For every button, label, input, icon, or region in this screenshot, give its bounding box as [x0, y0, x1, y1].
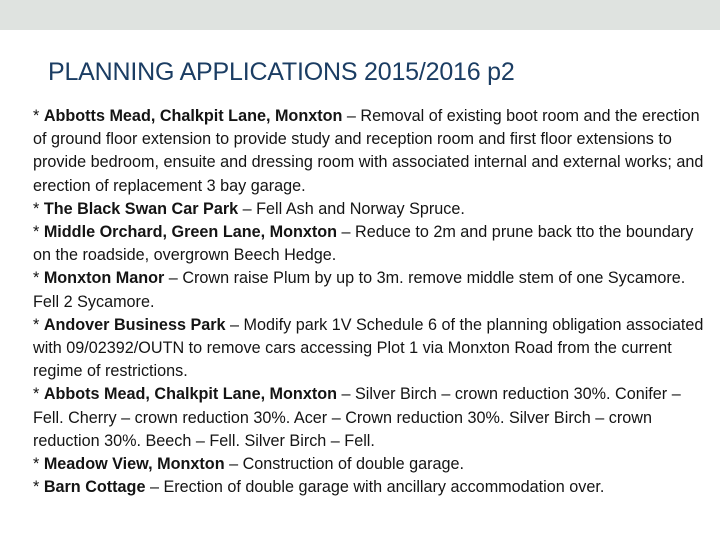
application-location: The Black Swan Car Park [43, 199, 239, 218]
separator: – [145, 478, 164, 497]
application-location: Monxton Manor [43, 269, 165, 288]
application-description: Crown raise Plum by up to 3m. remove middle stem of one Sycamore. Fell 2 Sycamore. [33, 269, 686, 311]
list-item [33, 476, 705, 499]
list-item [33, 267, 705, 313]
application-location: Abbots Mead, Chalkpit Lane, Monxton [43, 385, 337, 404]
separator: – [342, 107, 361, 125]
application-description: Silver Birch – crown reduction 30%. Conifer – Fell. Cherry – crown reduction 30%. Acer – Crown reduction 30%. Silver Birch – crown reduction 30%. Beech – Fell. Silver Birch – Fell. [33, 385, 681, 450]
list-item [33, 198, 705, 221]
bullet-prefix: * [33, 385, 44, 404]
application-description: Modify park 1V Schedule 6 of the planning obligation associated with 09/02392/OUTN to remove cars accessing Plot 1 via Monxton Road from the current regime of restrictions. [33, 315, 704, 381]
list-item [33, 383, 705, 453]
bullet-prefix: * [33, 223, 44, 242]
bullet-prefix: * [33, 199, 44, 218]
application-description: Construction of double garage. [242, 455, 464, 474]
application-description: Fell Ash and Norway Spruce. [256, 199, 465, 218]
separator: – [224, 455, 243, 474]
application-location: Andover Business Park [43, 315, 226, 334]
application-location: Meadow View, Monxton [43, 455, 225, 474]
list-item [33, 221, 705, 267]
list-item [33, 453, 705, 476]
top-decorative-bar [0, 0, 720, 30]
separator: – [337, 223, 356, 242]
bullet-prefix: * [33, 478, 44, 497]
list-item [33, 314, 705, 384]
separator: – [164, 269, 183, 288]
slide-title: PLANNING APPLICATIONS 2015/2016 p2 [48, 58, 515, 86]
separator: – [225, 315, 244, 334]
application-description: Reduce to 2m and prune back tto the boundary on the roadside, overgrown Beech Hedge. [33, 223, 694, 265]
application-description: Erection of double garage with ancillary accommodation over. [163, 478, 605, 497]
separator: – [238, 199, 257, 218]
application-description: Removal of existing boot room and the erection of ground floor extension to provide study and reception room and first floor extensions to provide bedroom, ensuite and dressing room with associated internal and external works; and erection of replacement 3 bay garage. [33, 107, 704, 195]
applications-list [33, 105, 705, 499]
bullet-prefix: * [33, 315, 44, 334]
bullet-prefix: * [33, 455, 44, 474]
list-item [33, 105, 705, 198]
application-location: Middle Orchard, Green Lane, Monxton [43, 223, 338, 242]
bullet-prefix: * [33, 269, 44, 288]
separator: – [337, 385, 355, 404]
bullet-prefix: * [33, 107, 44, 125]
application-location: Barn Cottage [43, 478, 146, 497]
application-location: Abbotts Mead, Chalkpit Lane, Monxton [43, 107, 343, 125]
